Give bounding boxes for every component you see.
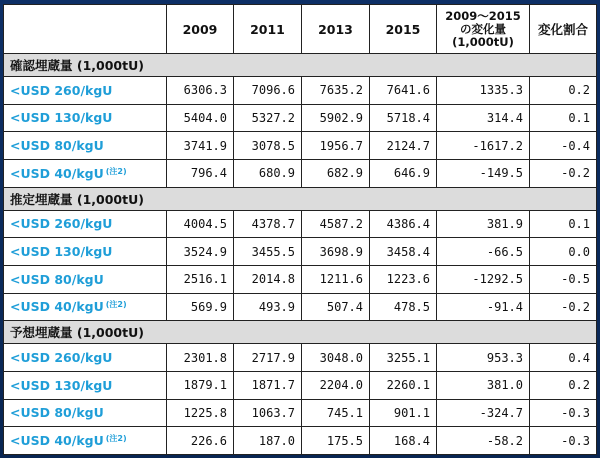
value-cell: 3698.9 [302,238,370,266]
value-cell: 3255.1 [370,344,437,372]
section-title: 確認埋蔵量 (1,000tU) [4,54,597,77]
row-label-cell [4,77,167,105]
value-cell: 2301.8 [167,344,234,372]
value-cell: 2204.0 [302,371,370,399]
value-cell: 5327.2 [234,104,302,132]
table-row [4,371,597,399]
section-header-row [4,187,597,210]
value-cell: 3048.0 [302,344,370,372]
value-cell: 6306.3 [167,77,234,105]
value-cell: 7641.6 [370,77,437,105]
row-label-cell [4,427,167,455]
value-cell: 4004.5 [167,210,234,238]
value-cell: -66.5 [437,238,530,266]
value-cell: 2516.1 [167,265,234,293]
value-cell: 901.1 [370,399,437,427]
table-row [4,293,597,321]
table-row [4,104,597,132]
row-note: (注2) [105,166,127,176]
value-cell: 507.4 [302,293,370,321]
row-label: <USD 80/kgU [10,271,104,287]
value-cell: 0.1 [530,210,597,238]
value-cell: 7096.6 [234,77,302,105]
value-cell: 3455.5 [234,238,302,266]
row-label: <USD 130/kgU [10,244,113,260]
value-cell: -0.2 [530,159,597,187]
value-cell: 1223.6 [370,265,437,293]
value-cell: 1956.7 [302,132,370,160]
table-row [4,132,597,160]
table-row [4,238,597,266]
uranium-reserves-table [3,4,597,455]
row-label-cell [4,344,167,372]
value-cell: 953.3 [437,344,530,372]
value-cell: 187.0 [234,427,302,455]
value-cell: -58.2 [437,427,530,455]
value-cell: 1211.6 [302,265,370,293]
header-change [437,5,530,54]
value-cell: 493.9 [234,293,302,321]
row-label: <USD 80/kgU [10,405,104,421]
row-label: <USD 80/kgU [10,138,104,154]
section-title: 推定埋蔵量 (1,000tU) [4,187,597,210]
value-cell: -0.3 [530,399,597,427]
value-cell: -324.7 [437,399,530,427]
value-cell: -91.4 [437,293,530,321]
value-cell: 5902.9 [302,104,370,132]
value-cell: 0.0 [530,238,597,266]
table-row [4,210,597,238]
value-cell: 1225.8 [167,399,234,427]
row-label: <USD 40/kgU [10,433,104,449]
row-label-cell [4,210,167,238]
row-note: (注2) [105,434,127,444]
value-cell: 569.9 [167,293,234,321]
value-cell: 2260.1 [370,371,437,399]
table-row [4,427,597,455]
value-cell: 5404.0 [167,104,234,132]
table-row [4,159,597,187]
header-year-2009: 2009 [167,5,234,54]
value-cell: 5718.4 [370,104,437,132]
value-cell: 796.4 [167,159,234,187]
value-cell: 1063.7 [234,399,302,427]
value-cell: 226.6 [167,427,234,455]
table-row [4,399,597,427]
row-label-cell [4,265,167,293]
value-cell: -0.5 [530,265,597,293]
row-label-cell [4,104,167,132]
value-cell: 478.5 [370,293,437,321]
table-body [4,54,597,455]
value-cell: 680.9 [234,159,302,187]
value-cell: 175.5 [302,427,370,455]
header-row [4,5,597,54]
value-cell: 4587.2 [302,210,370,238]
value-cell: -1617.2 [437,132,530,160]
value-cell: 0.4 [530,344,597,372]
value-cell: 745.1 [302,399,370,427]
value-cell: 3524.9 [167,238,234,266]
corner-cell [4,5,167,54]
value-cell: 3078.5 [234,132,302,160]
row-label-cell [4,371,167,399]
table-row [4,77,597,105]
row-label-cell [4,159,167,187]
header-year-2011: 2011 [234,5,302,54]
row-label: <USD 40/kgU [10,165,104,181]
value-cell: 4378.7 [234,210,302,238]
value-cell: 0.1 [530,104,597,132]
row-label: <USD 40/kgU [10,299,104,315]
value-cell: 4386.4 [370,210,437,238]
value-cell: 381.0 [437,371,530,399]
header-year-2015: 2015 [370,5,437,54]
header-change-line-1: 2009～2015 [445,8,521,23]
value-cell: 7635.2 [302,77,370,105]
row-label-cell [4,293,167,321]
section-header-row [4,54,597,77]
value-cell: 0.2 [530,371,597,399]
table-row [4,265,597,293]
value-cell: 1335.3 [437,77,530,105]
value-cell: 2014.8 [234,265,302,293]
header-year-2013: 2013 [302,5,370,54]
value-cell: -0.3 [530,427,597,455]
row-note: (注2) [105,300,127,310]
row-label: <USD 260/kgU [10,82,113,98]
row-label-cell [4,238,167,266]
value-cell: 314.4 [437,104,530,132]
value-cell: 646.9 [370,159,437,187]
value-cell: -0.4 [530,132,597,160]
value-cell: 168.4 [370,427,437,455]
row-label-cell [4,399,167,427]
section-header-row [4,321,597,344]
row-label: <USD 260/kgU [10,350,113,366]
value-cell: 3458.4 [370,238,437,266]
row-label: <USD 130/kgU [10,377,113,393]
row-label: <USD 130/kgU [10,110,113,126]
value-cell: -149.5 [437,159,530,187]
section-title: 予想埋蔵量 (1,000tU) [4,321,597,344]
value-cell: 1871.7 [234,371,302,399]
value-cell: -0.2 [530,293,597,321]
value-cell: 682.9 [302,159,370,187]
value-cell: 2124.7 [370,132,437,160]
table-row [4,344,597,372]
row-label: <USD 260/kgU [10,216,113,232]
value-cell: 3741.9 [167,132,234,160]
header-change-line-3: (1,000tU) [452,34,514,49]
value-cell: 2717.9 [234,344,302,372]
header-ratio: 変化割合 [530,5,597,54]
value-cell: 0.2 [530,77,597,105]
row-label-cell [4,132,167,160]
value-cell: 381.9 [437,210,530,238]
value-cell: -1292.5 [437,265,530,293]
value-cell: 1879.1 [167,371,234,399]
header-change-line-2: の変化量 [460,21,506,36]
